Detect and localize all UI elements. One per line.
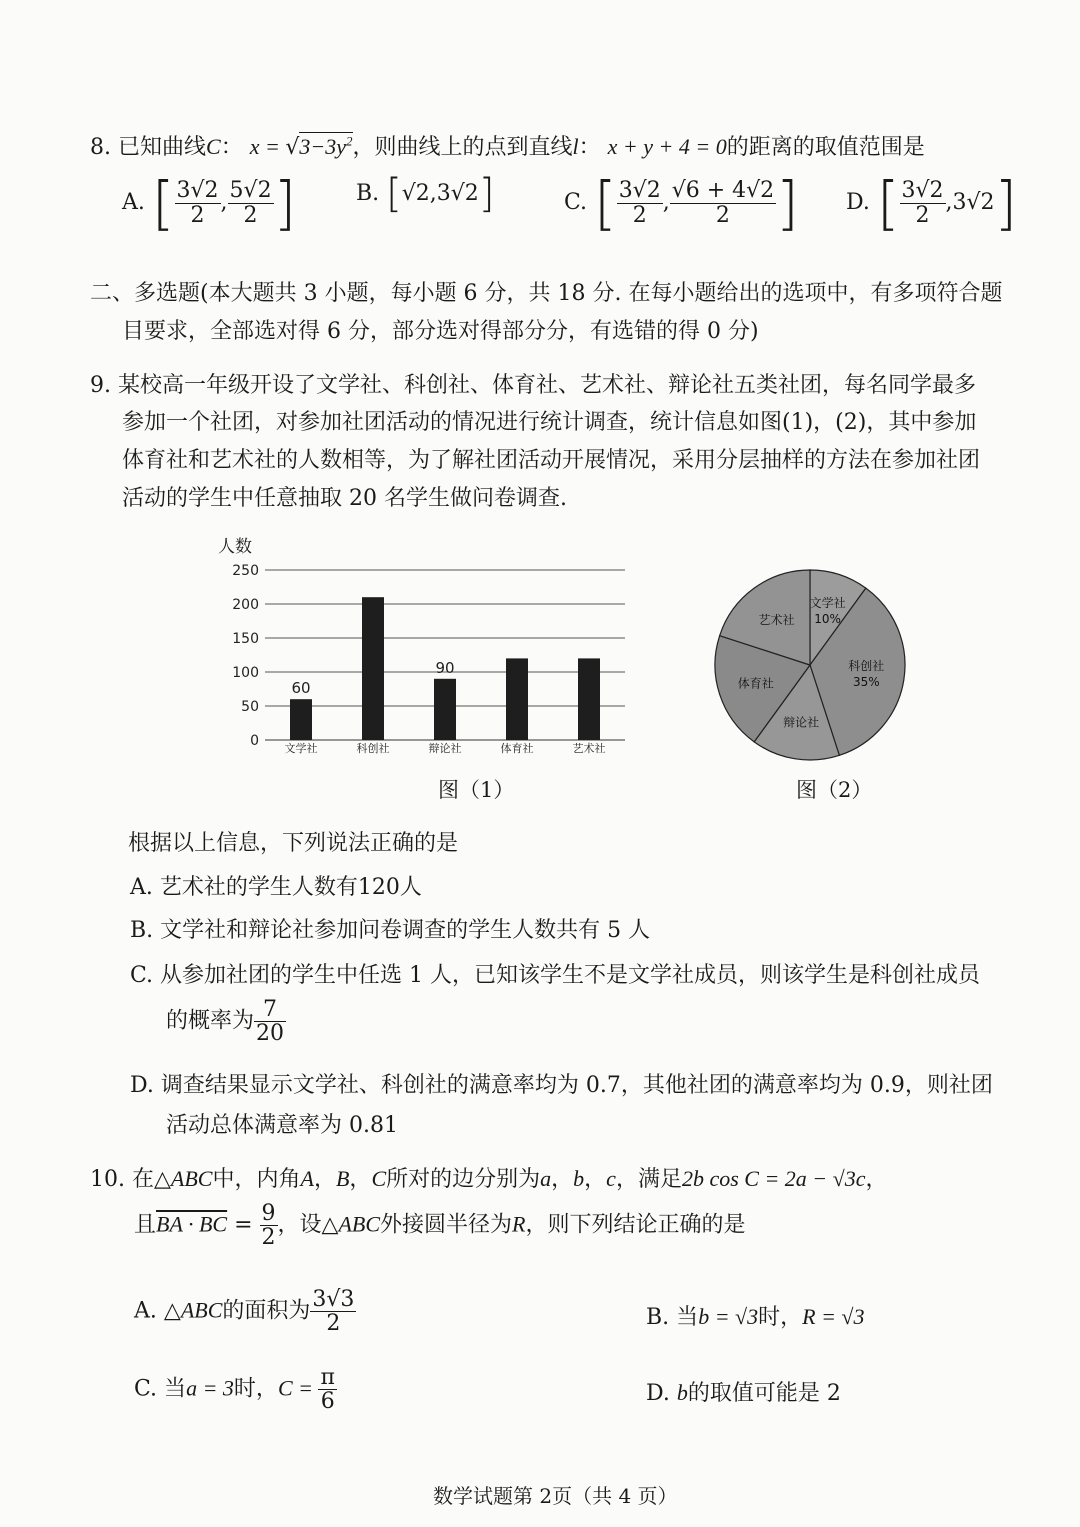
q9-option-c-line-2: [166, 998, 286, 1045]
bar-5: [578, 658, 600, 740]
right-bracket: ]: [776, 169, 799, 237]
numerator: 3√2: [901, 178, 944, 204]
interval-tail: ,3√2: [945, 190, 995, 215]
radius-var: R: [512, 1211, 526, 1237]
y-tick-label: 0: [250, 733, 259, 749]
section-heading: 二、多选题(本大题共 3 小题，每小题 6 分，共 18 分. 在每小题给出的选项中，有多项符合题: [90, 281, 1003, 306]
q8-radical: √: [285, 135, 300, 160]
side-c: c: [606, 1166, 616, 1191]
q8-option-a: A. [ $\frac{3√2}{2}$ , $\frac{5√2}{2}$ ]: [122, 169, 297, 237]
q8-line-equation: x + y + 4 = 0: [607, 134, 727, 159]
numerator: 7: [254, 998, 286, 1022]
option-label: A.: [122, 190, 145, 215]
q10-line-2: [134, 1202, 746, 1249]
option-label: B.: [646, 1305, 670, 1330]
fraction: [310, 1288, 356, 1335]
q9-option-d-line-2: 活动总体满意率为 0.81: [166, 1113, 398, 1138]
option-text: 文学社和辩论社参加问卷调查的学生人数共有 5 人: [160, 918, 651, 943]
q10-text: ，满足: [615, 1167, 682, 1192]
option-condition: b = √3: [698, 1304, 759, 1329]
q10-text: 所对的边分别为: [386, 1167, 541, 1192]
option-text: 的面积为: [222, 1298, 311, 1324]
section-heading-line-2: 目要求，全部选对得 6 分，部分选对得部分分，有选错的得 0 分): [122, 319, 759, 344]
q9-option-d: [130, 1068, 993, 1099]
denominator: 2: [243, 202, 258, 228]
slice-percent: 35%: [852, 674, 880, 689]
option-label: C.: [564, 190, 588, 215]
vector-dot-product: BA · BC: [156, 1211, 228, 1237]
fraction: [260, 1202, 278, 1249]
option-text: 当: [164, 1376, 187, 1402]
side-a: a: [540, 1166, 552, 1191]
slice-label: 辩论社: [783, 715, 820, 730]
option-text: 从参加社团的学生中任选 1 人，已知该学生不是文学社成员，则该学生是科创社成员: [160, 963, 981, 988]
q8-exponent: 2: [346, 133, 353, 149]
numerator: 3√2: [618, 178, 661, 204]
q8-colon-2: ：: [578, 135, 601, 160]
pie-chart: [705, 560, 915, 770]
x-tick-label: 科创社: [356, 742, 390, 755]
q9-text: 某校高一年级开设了文学社、科创社、体育社、艺术社、辩论社五类社团，每名同学最多: [118, 373, 977, 398]
figure-2-caption: 图（2）: [796, 778, 873, 802]
option-text: 调查结果显示文学社、科创社的满意率均为 0.7，其他社团的满意率均为 0.9，则社团: [160, 1073, 993, 1098]
denominator: 2: [261, 1225, 276, 1251]
option-text: 的概率为: [166, 1008, 255, 1034]
option-text: 艺术社的学生人数有120人: [159, 875, 422, 900]
fraction: [175, 179, 221, 226]
q8-stem: [90, 130, 925, 161]
bar-chart: [210, 530, 640, 770]
q8-line-name: l: [572, 134, 579, 159]
slice-label: 艺术社: [758, 612, 795, 627]
numerator: 3√3: [312, 1287, 355, 1312]
fraction: [670, 179, 776, 226]
y-axis-label: 人数: [218, 537, 252, 557]
interval-text: √2,3√2: [401, 181, 479, 206]
option-label: A.: [130, 875, 153, 900]
q9-option-b: [130, 913, 650, 944]
q9-number: 9.: [90, 373, 111, 398]
q9-line-4: 活动的学生中任意抽取 20 名学生做问卷调查.: [122, 486, 567, 511]
fraction: [228, 179, 274, 226]
option-text: 时，: [233, 1376, 278, 1402]
q9-line-1: [90, 368, 976, 399]
q10-text: ，则下列结论正确的是: [525, 1212, 746, 1238]
right-bracket: ]: [273, 169, 297, 237]
option-result: R = √3: [802, 1304, 865, 1329]
option-text: 的取值可能是 2: [687, 1381, 841, 1406]
denominator: 2: [190, 202, 205, 228]
q10-text: ，设△: [277, 1212, 339, 1238]
x-tick-label: 文学社: [284, 742, 318, 755]
x-tick-label: 体育社: [500, 742, 534, 755]
denominator: 2: [915, 202, 930, 228]
y-tick-label: 50: [241, 699, 259, 715]
separator: ，: [313, 1167, 336, 1192]
y-tick-label: 150: [232, 631, 259, 647]
bar-1: [290, 699, 312, 740]
q10-number: 10.: [90, 1167, 125, 1192]
fraction: [318, 1366, 336, 1413]
x-tick-label: 辩论社: [428, 742, 462, 755]
side-b: b: [573, 1166, 585, 1191]
y-tick-label: 200: [232, 597, 259, 613]
side-b: b: [676, 1380, 688, 1405]
q8-option-c: C. [ $\frac{3√2}{2}$ , $\frac{√6 + 4√2}{2}$ ]: [564, 169, 799, 237]
q9-line-2: 参加一个社团，对参加社团活动的情况进行统计调查，统计信息如图(1)，(2)，其中参加: [122, 410, 977, 435]
right-bracket: ]: [478, 171, 495, 217]
q10-text: 且: [134, 1212, 157, 1238]
triangle-name: ABC: [170, 1166, 213, 1191]
fraction: [617, 179, 663, 226]
q10-option-c: [134, 1366, 337, 1413]
option-label: B.: [356, 181, 380, 206]
q9-line-3: 体育社和艺术社的人数相等，为了解社团活动开展情况，采用分层抽样的方法在参加社团: [122, 448, 981, 473]
q8-curve-name: C: [206, 134, 221, 159]
numerator: π: [320, 1365, 335, 1390]
q10-line-1: [90, 1162, 888, 1193]
y-tick-label: 100: [232, 665, 259, 681]
q10-text: 在△: [132, 1167, 171, 1192]
q10-text: 外接圆半径为: [380, 1212, 513, 1238]
q10-option-b: [646, 1300, 864, 1331]
q8-curve-radicand: [299, 132, 352, 159]
denominator: 2: [326, 1311, 341, 1337]
x-tick-label: 艺术社: [572, 742, 606, 755]
bar-3: [434, 679, 456, 740]
separator: ，: [584, 1167, 607, 1192]
q8-option-d: [846, 169, 1018, 237]
q8-number: 8.: [90, 135, 111, 160]
triangle-symbol: △: [163, 1298, 181, 1324]
option-label: D.: [846, 190, 870, 215]
figure-1-caption: 图（1）: [438, 778, 515, 802]
data-label: 90: [435, 658, 455, 677]
q8-stem-end: 的距离的取值范围是: [726, 135, 925, 160]
q9-option-a: [130, 870, 422, 901]
angle-b: B: [335, 1166, 350, 1191]
right-bracket: ]: [994, 169, 1018, 237]
numerator: 9: [261, 1201, 276, 1226]
separator: ，: [865, 1167, 888, 1192]
q10-option-a: [134, 1288, 356, 1335]
triangle-name: ABC: [180, 1297, 223, 1323]
option-result: C =: [277, 1375, 319, 1401]
option-label: C.: [134, 1376, 158, 1402]
denominator: 2: [715, 202, 730, 228]
left-bracket: [: [151, 169, 175, 237]
q8-stem-mid: ，则曲线上的点到直线: [352, 135, 573, 160]
q9-prompt: 根据以上信息，下列说法正确的是: [128, 831, 459, 856]
option-text: 当: [676, 1305, 699, 1330]
slice-percent: 10%: [814, 611, 841, 626]
denominator: 2: [632, 202, 647, 228]
q8-option-b: [356, 171, 495, 217]
left-bracket: [: [594, 169, 617, 237]
slice-label: 科创社: [848, 658, 885, 673]
option-label: D.: [130, 1073, 154, 1098]
slice-label: 体育社: [737, 676, 774, 691]
bar-2: [362, 597, 384, 740]
fraction: [254, 998, 286, 1045]
page-footer: 数学试题第 2页（共 4 页）: [433, 1484, 678, 1508]
fraction: [900, 179, 946, 226]
left-bracket: [: [876, 169, 900, 237]
option-label: C.: [130, 963, 154, 988]
q8-stem-text: 已知曲线: [118, 135, 207, 160]
q10-condition: 2b cos C = 2a − √3c: [681, 1166, 866, 1191]
q8-curve-lhs: x =: [249, 134, 286, 159]
angle-a: A: [300, 1166, 314, 1191]
separator: ，: [551, 1167, 574, 1192]
numerator: 5√2: [229, 178, 272, 204]
denominator: 6: [320, 1389, 335, 1415]
q8-colon: ：: [220, 135, 243, 160]
angle-c: C: [371, 1166, 387, 1191]
separator: ，: [349, 1167, 372, 1192]
option-condition: a = 3: [186, 1375, 234, 1401]
left-bracket: [: [386, 171, 402, 217]
y-tick-label: 250: [232, 563, 259, 579]
equals: =: [227, 1212, 260, 1238]
numerator: √6 + 4√2: [671, 178, 775, 204]
option-text: 时，: [758, 1305, 803, 1330]
slice-label: 文学社: [809, 595, 846, 610]
data-label: 60: [291, 679, 311, 698]
q8-radicand-text: 3−3y: [299, 134, 346, 159]
option-label: A.: [134, 1298, 157, 1324]
denominator: 20: [256, 1021, 285, 1047]
option-label: B.: [130, 918, 154, 943]
bar-4: [506, 658, 528, 740]
q10-option-d: [646, 1376, 841, 1407]
option-label: D.: [646, 1381, 670, 1406]
q10-text: 中，内角: [212, 1167, 301, 1192]
triangle-name: ABC: [338, 1211, 381, 1237]
numerator: 3√2: [176, 178, 219, 204]
q9-option-c: [130, 958, 980, 989]
